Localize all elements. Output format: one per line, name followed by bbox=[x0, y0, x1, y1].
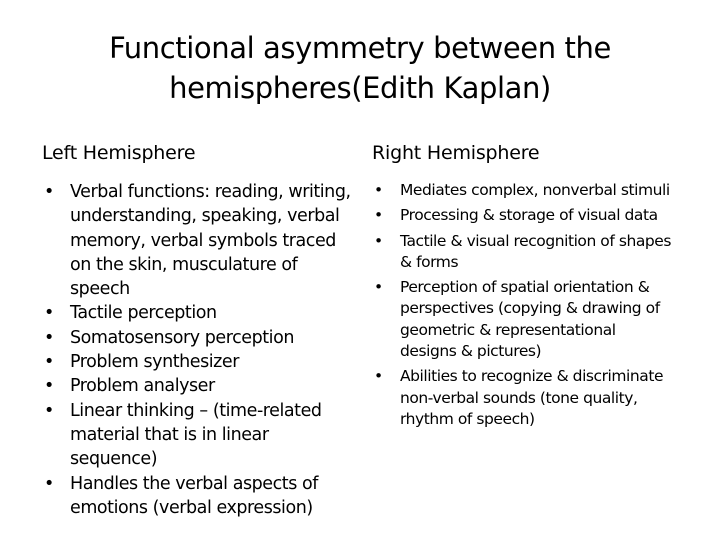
list-item-text: Mediates complex, nonverbal stimuli bbox=[400, 181, 670, 199]
bullet-icon: • bbox=[44, 303, 54, 324]
list-item bbox=[372, 205, 672, 226]
bullet-icon: • bbox=[44, 182, 54, 202]
bullet-icon: • bbox=[374, 206, 383, 225]
list-item-text: Abilities to recognize & discriminate non-verbal sounds (tone quality, rhythm of speech) bbox=[400, 367, 664, 428]
list-item bbox=[42, 399, 354, 472]
left-hemisphere-column bbox=[42, 140, 354, 520]
list-item bbox=[372, 180, 672, 201]
bullet-icon: • bbox=[374, 231, 383, 250]
bullet-icon: • bbox=[374, 367, 383, 386]
bullet-icon: • bbox=[44, 473, 54, 494]
list-item bbox=[42, 472, 354, 521]
list-item-text: Verbal functions: reading, writing, understanding, speaking, verbal memory, verbal symbols traced on the skin, musculature of speech bbox=[70, 182, 351, 300]
bullet-icon: • bbox=[44, 352, 54, 373]
list-item bbox=[42, 350, 354, 374]
list-item bbox=[42, 326, 354, 350]
bullet-icon: • bbox=[44, 327, 54, 348]
list-item bbox=[372, 277, 672, 362]
list-item-text: Processing & storage of visual data bbox=[400, 206, 658, 225]
list-item-text: Perception of spatial orientation & perspectives (copying & drawing of geometric & representational designs & pictures) bbox=[400, 278, 660, 361]
bullet-icon: • bbox=[374, 181, 383, 199]
list-item bbox=[42, 180, 354, 301]
list-item-text: Handles the verbal aspects of emotions (verbal expression) bbox=[70, 473, 318, 518]
list-item-text: Problem analyser bbox=[70, 376, 215, 397]
bullet-icon: • bbox=[44, 400, 54, 421]
list-item-text: Problem synthesizer bbox=[70, 352, 239, 373]
right-hemisphere-heading: Right Hemisphere bbox=[372, 142, 540, 164]
list-item-text: Linear thinking – (time-related material that is in linear sequence) bbox=[70, 400, 322, 470]
list-item-text: Tactile perception bbox=[70, 303, 217, 324]
right-hemisphere-column bbox=[372, 140, 672, 434]
left-hemisphere-heading: Left Hemisphere bbox=[42, 142, 196, 164]
left-hemisphere-list bbox=[42, 180, 354, 520]
list-item-text: Somatosensory perception bbox=[70, 327, 294, 348]
slide-title: Functional asymmetry between the hemispheres(Edith Kaplan) bbox=[109, 31, 611, 105]
list-item-text: Tactile & visual recognition of shapes & forms bbox=[400, 231, 671, 271]
list-item bbox=[372, 231, 672, 274]
bullet-icon: • bbox=[374, 278, 383, 297]
list-item bbox=[42, 301, 354, 325]
list-item bbox=[42, 374, 354, 398]
right-hemisphere-list bbox=[372, 180, 672, 430]
list-item bbox=[372, 366, 672, 430]
bullet-icon: • bbox=[44, 376, 54, 397]
